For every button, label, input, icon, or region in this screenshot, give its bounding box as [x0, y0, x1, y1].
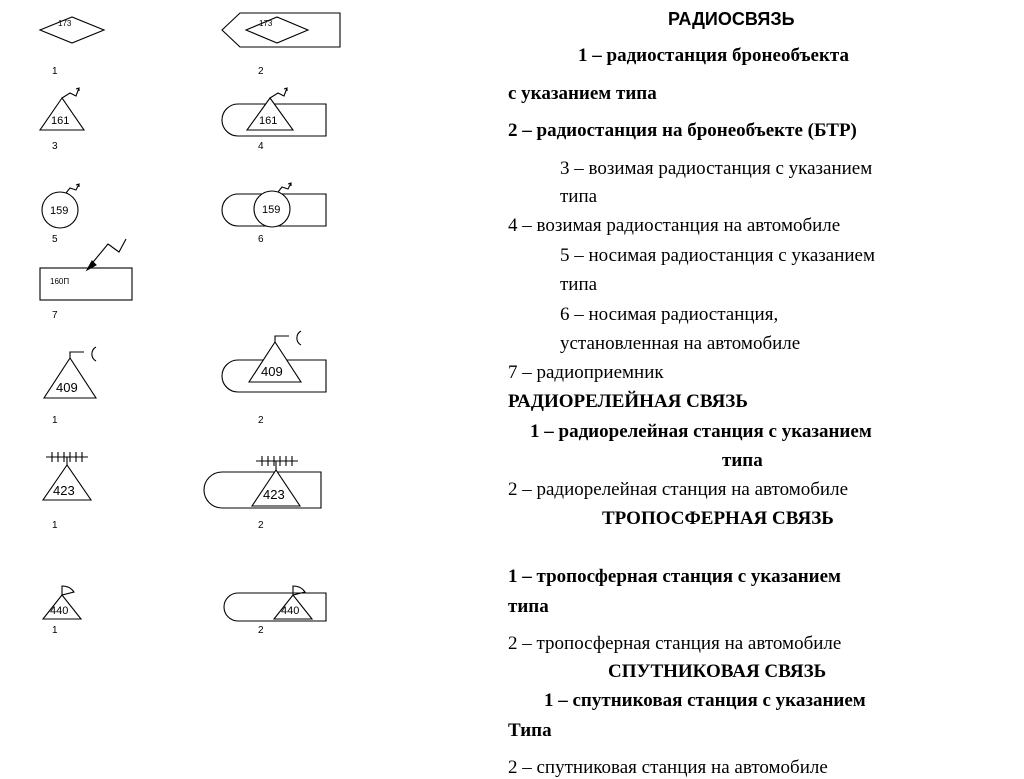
code-label: 159: [50, 205, 69, 217]
legend-line: 7 – радиоприемник: [508, 362, 664, 383]
symbol-number: 1: [52, 66, 58, 77]
symbol-number: 6: [258, 234, 264, 245]
code-label: 161: [51, 115, 70, 127]
symbol-number: 7: [52, 310, 58, 321]
symbol-number: 1: [52, 415, 58, 426]
legend-line: 1 – тропосферная станция с указанием: [508, 566, 842, 587]
legend-line: 1 – радиорелейная станция с указанием: [530, 421, 872, 442]
legend-line: с указанием типа: [508, 83, 657, 104]
symbol-number: 1: [52, 625, 58, 636]
legend-line: типа: [560, 186, 598, 207]
legend-line: 1 – спутниковая станция с указанием: [544, 690, 866, 711]
code-label: 409: [261, 364, 283, 379]
heading-satellite: СПУТНИКОВАЯ СВЯЗЬ: [608, 661, 827, 682]
heading-troposcatter: ТРОПОСФЕРНАЯ СВЯЗЬ: [602, 508, 834, 529]
symbol-number: 5: [52, 234, 58, 245]
symbol-409-relay-station: [44, 347, 96, 398]
heading-radio-relay: РАДИОРЕЛЕЙНАЯ СВЯЗЬ: [508, 391, 748, 412]
symbol-161-station: [40, 88, 84, 130]
code-label: 409: [56, 380, 78, 395]
legend-line: 2 – радиостанция на бронеобъекте (БТР): [508, 120, 857, 141]
symbol-423-relay-station: [43, 452, 91, 500]
symbol-number: 2: [258, 415, 264, 426]
symbol-number: 1: [52, 520, 58, 531]
symbol-159-on-vehicle: [222, 183, 326, 227]
code-label: 423: [53, 483, 75, 498]
code-label: 440: [281, 605, 300, 617]
legend-line: типа: [560, 274, 598, 295]
symbol-number: 2: [258, 520, 264, 531]
code-label: 173: [58, 19, 72, 28]
symbol-160p-receiver: [40, 239, 132, 300]
symbol-number: 4: [258, 141, 264, 152]
legend-line: 2 – спутниковая станция на автомобиле: [508, 757, 828, 778]
symbol-159-station: [42, 184, 79, 228]
symbol-161-on-vehicle: [222, 88, 326, 136]
legend-line: 2 – радиорелейная станция на автомобиле: [508, 479, 849, 500]
symbol-173-on-vehicle: [222, 13, 340, 47]
code-label: 173: [259, 19, 273, 28]
legend-line: 5 – носимая радиостанция с указанием: [560, 245, 875, 266]
legend-line: 4 – возимая радиостанция на автомобиле: [508, 215, 841, 236]
legend-line: 2 – тропосферная станция на автомобиле: [508, 633, 842, 654]
symbol-440-satellite-station: [43, 586, 81, 619]
legend-line: типа: [508, 596, 549, 617]
code-label: 440: [50, 605, 69, 617]
heading-radio: РАДИОСВЯЗЬ: [668, 9, 795, 29]
symbol-number: 3: [52, 141, 58, 152]
legend-line: установленная на автомобиле: [560, 333, 801, 354]
symbol-173-station: [40, 17, 104, 43]
code-label: 423: [263, 487, 285, 502]
legend-line: 3 – возимая радиостанция с указанием: [560, 158, 873, 179]
symbol-number: 2: [258, 625, 264, 636]
code-label: 159: [262, 204, 281, 216]
legend-line: 6 – носимая радиостанция,: [560, 304, 779, 325]
legend-line: 1 – радиостанция бронеобъекта: [578, 45, 849, 66]
legend-line: типа: [722, 450, 763, 471]
legend-line: Типа: [508, 720, 552, 741]
code-label: 160П: [50, 277, 70, 286]
symbol-423-on-vehicle: [204, 456, 321, 508]
symbol-number: 2: [258, 66, 264, 77]
symbol-409-on-vehicle: [222, 331, 326, 392]
code-label: 161: [259, 115, 278, 127]
symbol-440-on-vehicle: [224, 586, 326, 621]
